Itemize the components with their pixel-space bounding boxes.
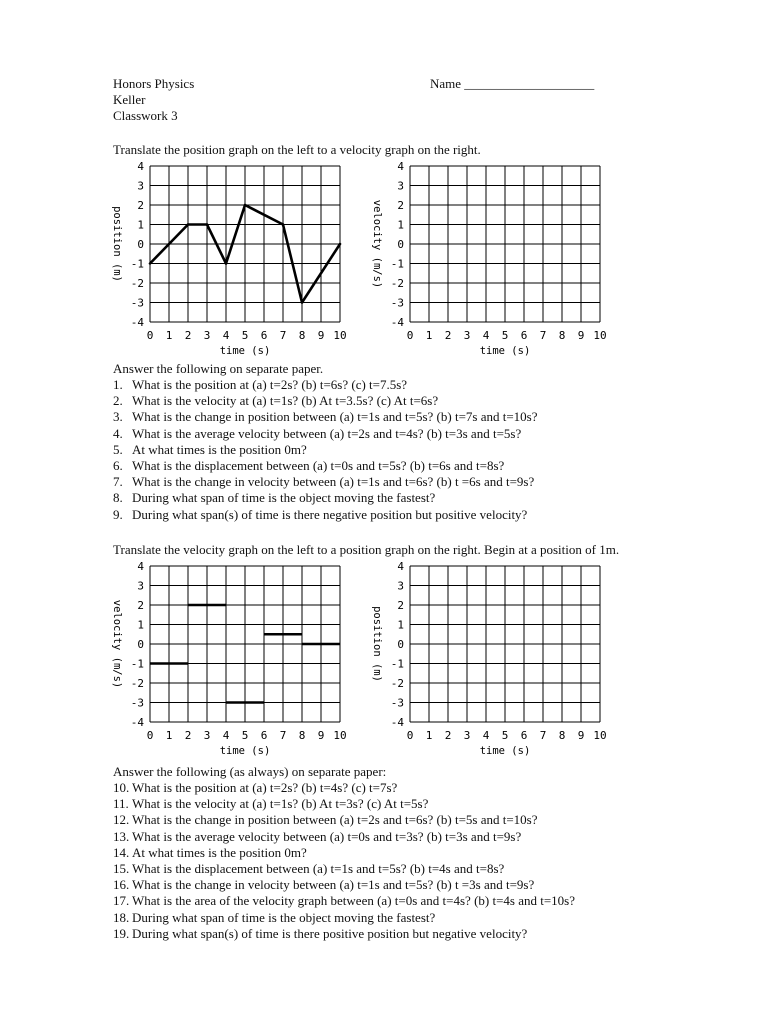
question-item bbox=[113, 474, 538, 490]
x-tick-label: 6 bbox=[260, 329, 268, 342]
question-item bbox=[113, 442, 538, 458]
question-text: What is the average velocity between (a) t=0s and t=3s? (b) t=3s and t=9s? bbox=[132, 828, 522, 844]
question-item bbox=[113, 780, 575, 796]
x-tick-label: 3 bbox=[463, 329, 471, 342]
teacher-name: Keller bbox=[113, 92, 146, 107]
x-tick-label: 5 bbox=[241, 329, 249, 342]
x-tick-label: 3 bbox=[203, 729, 211, 742]
x-tick-label: 5 bbox=[241, 729, 249, 742]
question-item bbox=[113, 377, 538, 393]
y-tick-label: -4 bbox=[130, 316, 144, 329]
question-text: What is the change in velocity between (a) t=1s and t=5s? (b) t =3s and t=9s? bbox=[132, 877, 535, 893]
x-tick-label: 2 bbox=[184, 729, 192, 742]
question-text: What is the velocity at (a) t=1s? (b) At t=3.5s? (c) At t=6s? bbox=[132, 393, 439, 409]
x-tick-label: 3 bbox=[463, 729, 471, 742]
question-item bbox=[113, 845, 575, 861]
question-number: 14. bbox=[113, 844, 130, 860]
position-line-segment bbox=[169, 225, 188, 245]
position-line-segment bbox=[150, 244, 169, 264]
y-tick-label: 0 bbox=[137, 638, 144, 651]
question-number: 10. bbox=[113, 780, 130, 795]
question-text: What is the position at (a) t=2s? (b) t=4s? (c) t=7s? bbox=[132, 780, 398, 795]
question-number: 12. bbox=[113, 812, 130, 828]
y-tick-label: 2 bbox=[137, 199, 144, 212]
velocity-graph bbox=[100, 558, 360, 764]
y-tick-label: -1 bbox=[390, 657, 404, 671]
x-tick-label: 7 bbox=[279, 729, 287, 742]
velocity-graph-blank bbox=[360, 158, 620, 364]
question-number: 18. bbox=[113, 909, 130, 925]
question-item bbox=[113, 877, 575, 893]
question-text: During what span(s) of time is there negative position but positive velocity? bbox=[132, 506, 528, 522]
question-item bbox=[113, 490, 538, 506]
x-tick-label: 9 bbox=[577, 329, 585, 342]
question-text: What is the position at (a) t=2s? (b) t=6s? (c) t=7.5s? bbox=[132, 377, 408, 392]
y-tick-label: 2 bbox=[397, 199, 404, 212]
x-tick-label: 8 bbox=[298, 729, 306, 742]
question-item bbox=[113, 426, 538, 442]
y-tick-label: 0 bbox=[397, 238, 404, 251]
x-tick-label: 2 bbox=[184, 329, 192, 342]
x-tick-label: 6 bbox=[520, 329, 528, 342]
x-tick-label: 10 bbox=[333, 329, 347, 342]
x-tick-label: 8 bbox=[558, 729, 566, 742]
question-text: What is the change in velocity between (a) t=1s and t=6s? (b) t =6s and t=9s? bbox=[132, 474, 535, 490]
question-text: At what times is the position 0m? bbox=[132, 844, 307, 860]
x-tick-label: 4 bbox=[482, 729, 490, 742]
x-tick-label: 6 bbox=[520, 729, 528, 742]
x-tick-label: 0 bbox=[146, 329, 154, 342]
x-tick-label: 0 bbox=[146, 729, 154, 742]
y-tick-label: -1 bbox=[130, 657, 144, 671]
y-axis-label: position (m) bbox=[111, 206, 123, 282]
x-tick-label: 0 bbox=[406, 329, 414, 342]
y-tick-label: -4 bbox=[130, 716, 144, 729]
question-item bbox=[113, 926, 575, 942]
y-tick-label: 3 bbox=[137, 179, 144, 193]
x-axis-label: time (s) bbox=[479, 345, 531, 357]
question-item bbox=[113, 409, 538, 425]
assignment-title: Classwork 3 bbox=[113, 108, 178, 123]
question-item bbox=[113, 829, 575, 845]
question-item bbox=[113, 458, 538, 474]
x-tick-label: 6 bbox=[260, 729, 268, 742]
question-number: 4. bbox=[113, 425, 123, 441]
course-title: Honors Physics bbox=[113, 76, 195, 91]
y-tick-label: 0 bbox=[397, 638, 404, 651]
x-tick-label: 10 bbox=[593, 329, 607, 342]
y-tick-label: 1 bbox=[397, 218, 404, 232]
question-number: 7. bbox=[113, 474, 123, 490]
question-number: 13. bbox=[113, 828, 130, 844]
y-tick-label: -1 bbox=[130, 257, 144, 271]
x-tick-label: 9 bbox=[317, 329, 325, 342]
question-item bbox=[113, 812, 575, 828]
x-tick-label: 4 bbox=[222, 329, 230, 342]
section2-instruction: Translate the velocity graph on the left to a position graph on the right. Begin at a position of 1m. bbox=[113, 542, 620, 557]
x-axis-label: time (s) bbox=[479, 745, 531, 757]
question-number: 15. bbox=[113, 861, 130, 877]
section1-questions bbox=[113, 377, 538, 523]
y-tick-label: -4 bbox=[390, 716, 404, 729]
question-number: 11. bbox=[113, 796, 129, 812]
y-axis-label: position (m) bbox=[371, 606, 383, 682]
question-number: 2. bbox=[113, 393, 123, 409]
question-number: 17. bbox=[113, 893, 130, 909]
question-text: During what span of time is the object moving the fastest? bbox=[132, 490, 436, 506]
y-tick-label: -2 bbox=[130, 677, 144, 690]
section1-answer-note: Answer the following on separate paper. bbox=[113, 361, 324, 376]
x-tick-label: 1 bbox=[165, 329, 173, 342]
y-tick-label: 4 bbox=[137, 160, 144, 173]
question-text: What is the velocity at (a) t=1s? (b) At t=3s? (c) At t=5s? bbox=[132, 796, 429, 812]
x-tick-label: 3 bbox=[203, 329, 211, 342]
x-tick-label: 4 bbox=[222, 729, 230, 742]
position-graph-blank bbox=[360, 558, 620, 764]
section1-instruction: Translate the position graph on the left to a velocity graph on the right. bbox=[113, 142, 481, 157]
y-tick-label: -2 bbox=[390, 677, 404, 690]
question-text: During what span of time is the object moving the fastest? bbox=[132, 909, 436, 925]
x-tick-label: 7 bbox=[279, 329, 287, 342]
question-number: 19. bbox=[113, 925, 130, 941]
question-number: 1. bbox=[113, 377, 123, 392]
x-tick-label: 10 bbox=[593, 729, 607, 742]
y-tick-label: 1 bbox=[137, 218, 144, 232]
question-item bbox=[113, 893, 575, 909]
x-tick-label: 4 bbox=[482, 329, 490, 342]
x-tick-label: 7 bbox=[539, 329, 547, 342]
question-text: What is the displacement between (a) t=1s and t=5s? (b) t=4s and t=8s? bbox=[132, 861, 505, 877]
x-tick-label: 5 bbox=[501, 329, 509, 342]
question-item bbox=[113, 861, 575, 877]
y-tick-label: 2 bbox=[397, 599, 404, 612]
question-item bbox=[113, 393, 538, 409]
x-tick-label: 2 bbox=[444, 729, 452, 742]
x-tick-label: 5 bbox=[501, 729, 509, 742]
y-tick-label: -3 bbox=[390, 696, 404, 710]
question-number: 5. bbox=[113, 441, 123, 457]
y-axis-label: velocity (m/s) bbox=[111, 599, 123, 689]
y-tick-label: -3 bbox=[130, 296, 144, 310]
x-tick-label: 1 bbox=[425, 729, 433, 742]
x-tick-label: 9 bbox=[577, 729, 585, 742]
y-tick-label: 4 bbox=[137, 560, 144, 573]
y-tick-label: 1 bbox=[137, 618, 144, 632]
x-tick-label: 9 bbox=[317, 729, 325, 742]
x-tick-label: 1 bbox=[425, 329, 433, 342]
y-tick-label: -3 bbox=[390, 296, 404, 310]
x-tick-label: 8 bbox=[558, 329, 566, 342]
question-text: What is the area of the velocity graph between (a) t=0s and t=4s? (b) t=4s and t=10s? bbox=[132, 893, 576, 909]
x-tick-label: 1 bbox=[165, 729, 173, 742]
question-number: 8. bbox=[113, 490, 123, 506]
position-graph bbox=[100, 158, 360, 364]
position-line-segment bbox=[226, 205, 245, 264]
question-text: What is the displacement between (a) t=0s and t=5s? (b) t=6s and t=8s? bbox=[132, 458, 505, 474]
x-axis-label: time (s) bbox=[219, 345, 271, 357]
question-number: 6. bbox=[113, 458, 123, 474]
y-tick-label: 3 bbox=[397, 579, 404, 593]
question-text: What is the change in position between (a) t=1s and t=5s? (b) t=7s and t=10s? bbox=[132, 409, 538, 425]
section2-questions bbox=[113, 780, 575, 942]
question-number: 3. bbox=[113, 409, 123, 425]
y-tick-label: 2 bbox=[137, 599, 144, 612]
question-text: What is the change in position between (a) t=2s and t=6s? (b) t=5s and t=10s? bbox=[132, 812, 538, 828]
section2-answer-note: Answer the following (as always) on separate paper: bbox=[113, 764, 387, 779]
x-tick-label: 8 bbox=[298, 329, 306, 342]
x-tick-label: 0 bbox=[406, 729, 414, 742]
question-text: At what times is the position 0m? bbox=[132, 441, 307, 457]
student-name-field: Name ____________________ bbox=[430, 76, 595, 91]
y-tick-label: -1 bbox=[390, 257, 404, 271]
question-number: 9. bbox=[113, 506, 123, 522]
y-tick-label: -2 bbox=[390, 277, 404, 290]
x-tick-label: 10 bbox=[333, 729, 347, 742]
y-tick-label: -2 bbox=[130, 277, 144, 290]
y-axis-label: velocity (m/s) bbox=[371, 199, 383, 289]
question-item bbox=[113, 910, 575, 926]
question-item bbox=[113, 796, 575, 812]
question-number: 16. bbox=[113, 877, 130, 893]
y-tick-label: 0 bbox=[137, 238, 144, 251]
y-tick-label: 4 bbox=[397, 560, 404, 573]
y-tick-label: 3 bbox=[137, 579, 144, 593]
x-tick-label: 7 bbox=[539, 729, 547, 742]
x-tick-label: 2 bbox=[444, 329, 452, 342]
question-item bbox=[113, 507, 538, 523]
x-axis-label: time (s) bbox=[219, 745, 271, 757]
y-tick-label: 4 bbox=[397, 160, 404, 173]
y-tick-label: -4 bbox=[390, 316, 404, 329]
y-tick-label: 3 bbox=[397, 179, 404, 193]
y-tick-label: -3 bbox=[130, 696, 144, 710]
question-text: What is the average velocity between (a) t=2s and t=4s? (b) t=3s and t=5s? bbox=[132, 425, 522, 441]
y-tick-label: 1 bbox=[397, 618, 404, 632]
question-text: During what span(s) of time is there positive position but negative velocity? bbox=[132, 925, 528, 941]
